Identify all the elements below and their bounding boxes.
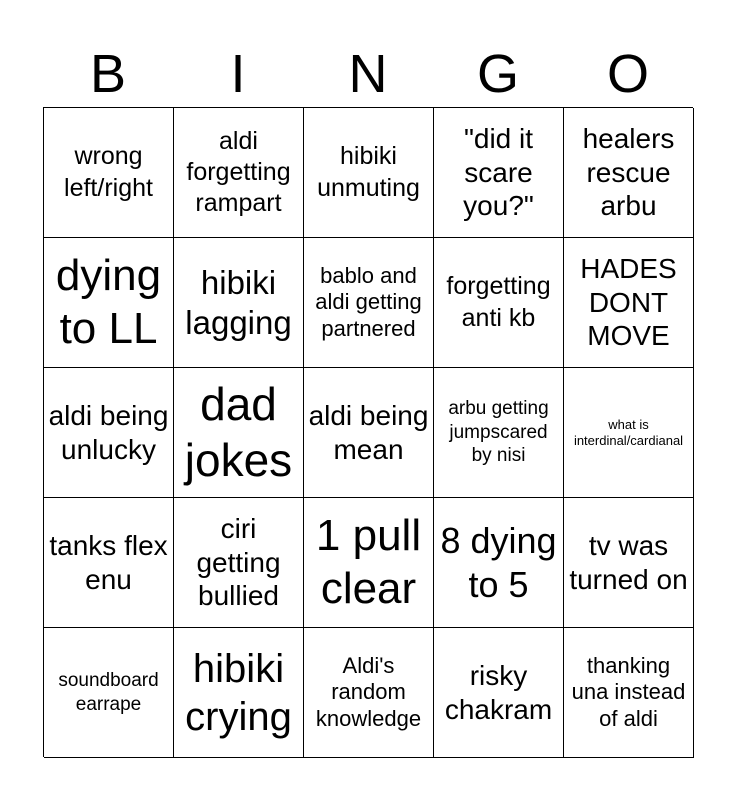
bingo-header	[43, 40, 693, 108]
bingo-cell[interactable]	[44, 108, 174, 238]
cell-text: soundboard earrape	[58, 669, 159, 715]
bingo-cell[interactable]	[434, 498, 564, 628]
cell-text: Aldi's random knowledge	[315, 652, 422, 731]
cell-text: tv was turned on	[569, 529, 688, 595]
cell-text: thanking una instead of aldi	[571, 652, 686, 731]
cell-text: risky chakram	[444, 659, 553, 725]
bingo-cell[interactable]	[174, 238, 304, 368]
cell-text: ciri getting bullied	[196, 513, 281, 612]
header-letter-o: O	[606, 44, 649, 104]
cell-text: aldi forgetting rampart	[186, 126, 291, 218]
bingo-cell[interactable]	[304, 368, 434, 498]
cell-text: arbu getting jumpscared by nisi	[448, 397, 549, 467]
bingo-cell[interactable]	[174, 368, 304, 498]
header-letter-i: I	[230, 44, 246, 104]
bingo-cell[interactable]	[174, 108, 304, 238]
bingo-cell[interactable]	[564, 108, 694, 238]
bingo-cell[interactable]	[304, 628, 434, 758]
bingo-board	[43, 107, 693, 757]
cell-text: what is interdinal/cardianal	[573, 416, 684, 448]
cell-text: HADES DONT MOVE	[580, 253, 677, 352]
bingo-cell[interactable]	[434, 628, 564, 758]
cell-text: aldi being mean	[308, 399, 429, 465]
cell-text: forgetting anti kb	[446, 272, 551, 332]
cell-text: dad jokes	[184, 378, 293, 486]
bingo-cell[interactable]	[564, 628, 694, 758]
cell-text: hibiki lagging	[185, 263, 292, 341]
cell-text: bablo and aldi getting partnered	[315, 262, 422, 341]
cell-text: 1 pull clear	[315, 510, 422, 613]
bingo-cell[interactable]	[44, 238, 174, 368]
bingo-cell[interactable]	[304, 498, 434, 628]
bingo-cell[interactable]	[44, 368, 174, 498]
bingo-cell[interactable]	[44, 498, 174, 628]
header-letter-n: N	[348, 44, 388, 104]
bingo-cell[interactable]	[564, 368, 694, 498]
bingo-cell[interactable]	[434, 368, 564, 498]
cell-text: 8 dying to 5	[440, 520, 557, 605]
header-letter-g: G	[476, 44, 519, 104]
bingo-cell[interactable]	[304, 238, 434, 368]
bingo-cell[interactable]	[434, 238, 564, 368]
cell-text: aldi being unlucky	[48, 399, 169, 465]
header-letter-b: B	[89, 44, 127, 104]
cell-text: hibiki unmuting	[317, 142, 420, 202]
cell-text: "did it scare you?"	[463, 123, 534, 222]
bingo-cell[interactable]	[304, 108, 434, 238]
bingo-cell[interactable]	[174, 628, 304, 758]
cell-text: dying to LL	[55, 250, 162, 353]
cell-text: healers rescue arbu	[582, 123, 675, 222]
bingo-cell[interactable]	[44, 628, 174, 758]
bingo-cell[interactable]	[434, 108, 564, 238]
bingo-cell[interactable]	[564, 238, 694, 368]
cell-text: wrong left/right	[64, 142, 153, 202]
cell-text: tanks flex enu	[49, 529, 168, 595]
bingo-cell[interactable]	[564, 498, 694, 628]
cell-text: hibiki crying	[185, 646, 292, 739]
bingo-cell[interactable]	[174, 498, 304, 628]
